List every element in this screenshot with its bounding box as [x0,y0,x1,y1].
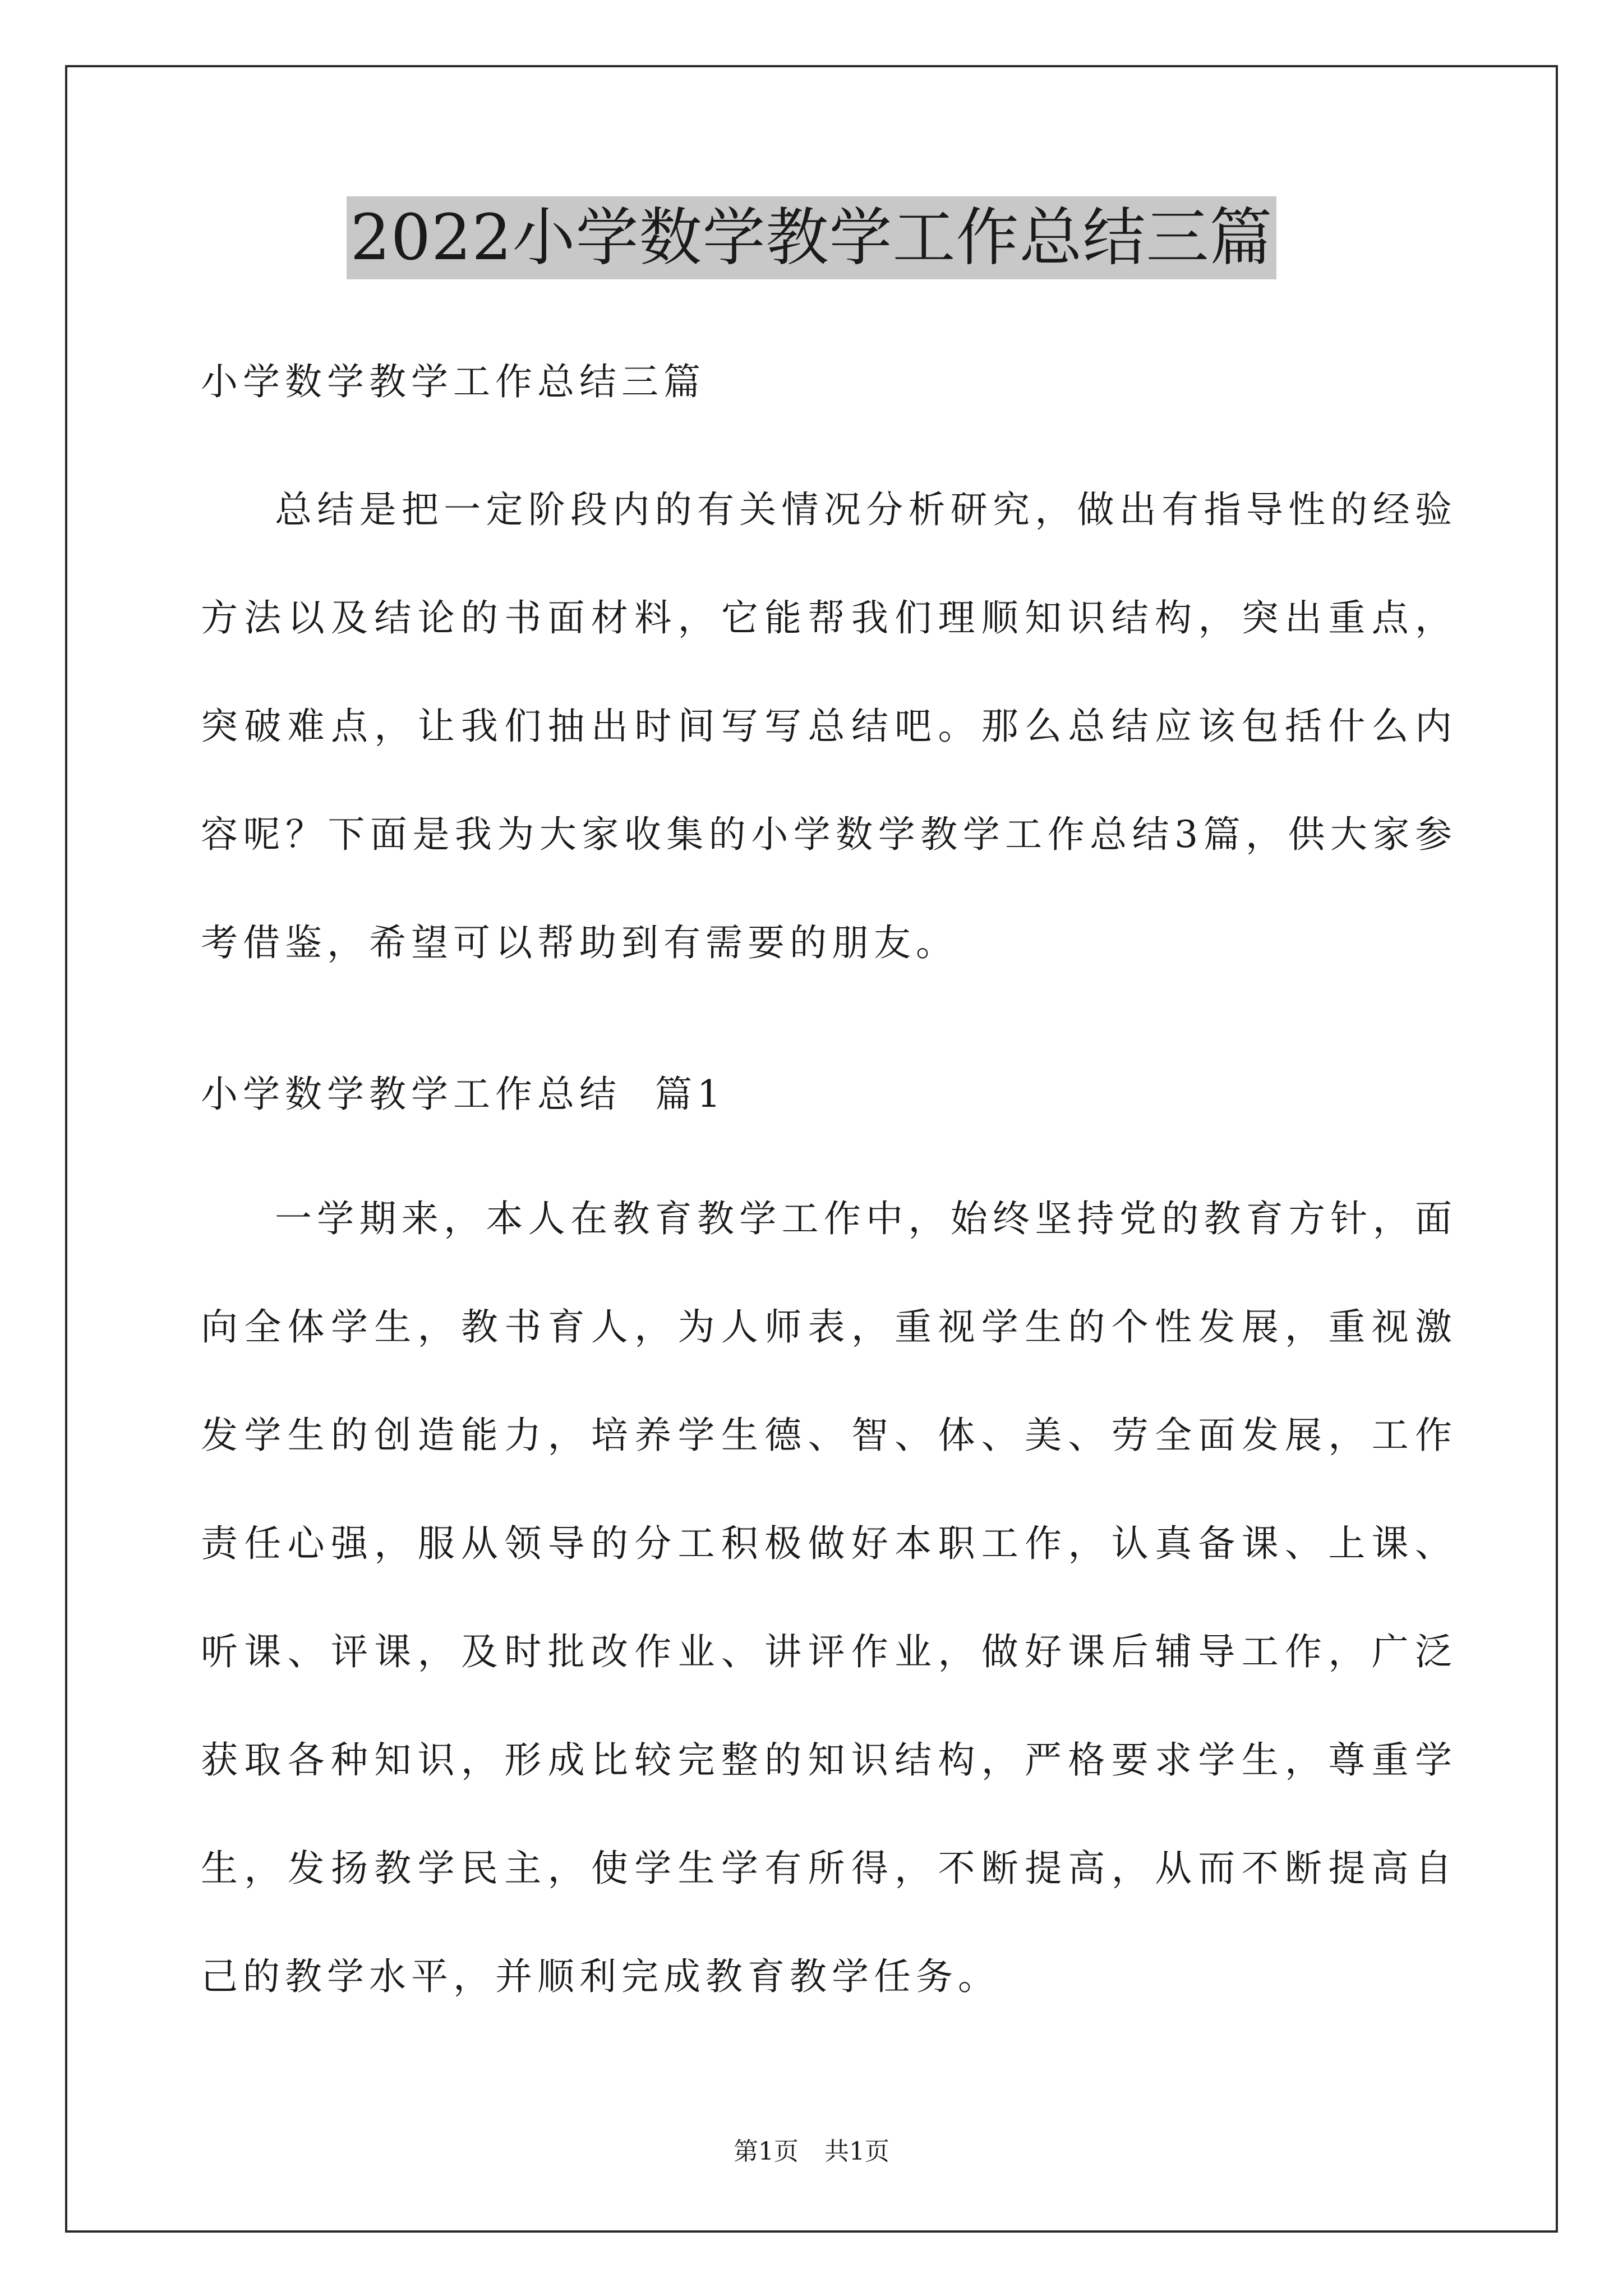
page-number-total: 共1页 [824,2137,889,2166]
section-paragraph: 一学期来，本人在教育教学工作中，始终坚持党的教育方针，面向全体学生，教书育人，为人师表，重视学生的个性发展，重视激发学生的创造能力，培养学生德、智、体、美、劳全面发展，工作责任心强，服从领导的分工积极做好本职工作，认真备课、上课、听课、评课，及时批改作业、讲评作业，做好课后辅导工作，广泛获取各种知识，形成比较完整的知识结构，严格要求学生，尊重学生，发扬教学民主，使学生学有所得，不断提高，从而不断提高自己的教学水平，并顺利完成教育教学任务。 [201,1197,1457,1998]
title-container [0,196,1623,279]
document-title: 2022小学数学教学工作总结三篇 [347,196,1276,279]
document-subtitle: 小学数学教学工作总结三篇 [201,360,706,403]
section-heading: 小学数学教学工作总结 篇1 [201,1073,726,1116]
page-number-current: 第1页 [734,2137,799,2166]
intro-section [201,455,1457,997]
intro-paragraph: 总结是把一定阶段内的有关情况分析研究，做出有指导性的经验方法以及结论的书面材料，它能帮我们理顺知识结构，突出重点，突破难点，让我们抽出时间写写总结吧。那么总结应该包括什么内容呢？下面是我为大家收集的小学数学教学工作总结3篇，供大家参考借鉴，希望可以帮助到有需要的朋友。 [201,488,1457,964]
section-body [201,1165,1457,2031]
page-footer [0,2135,1623,2169]
